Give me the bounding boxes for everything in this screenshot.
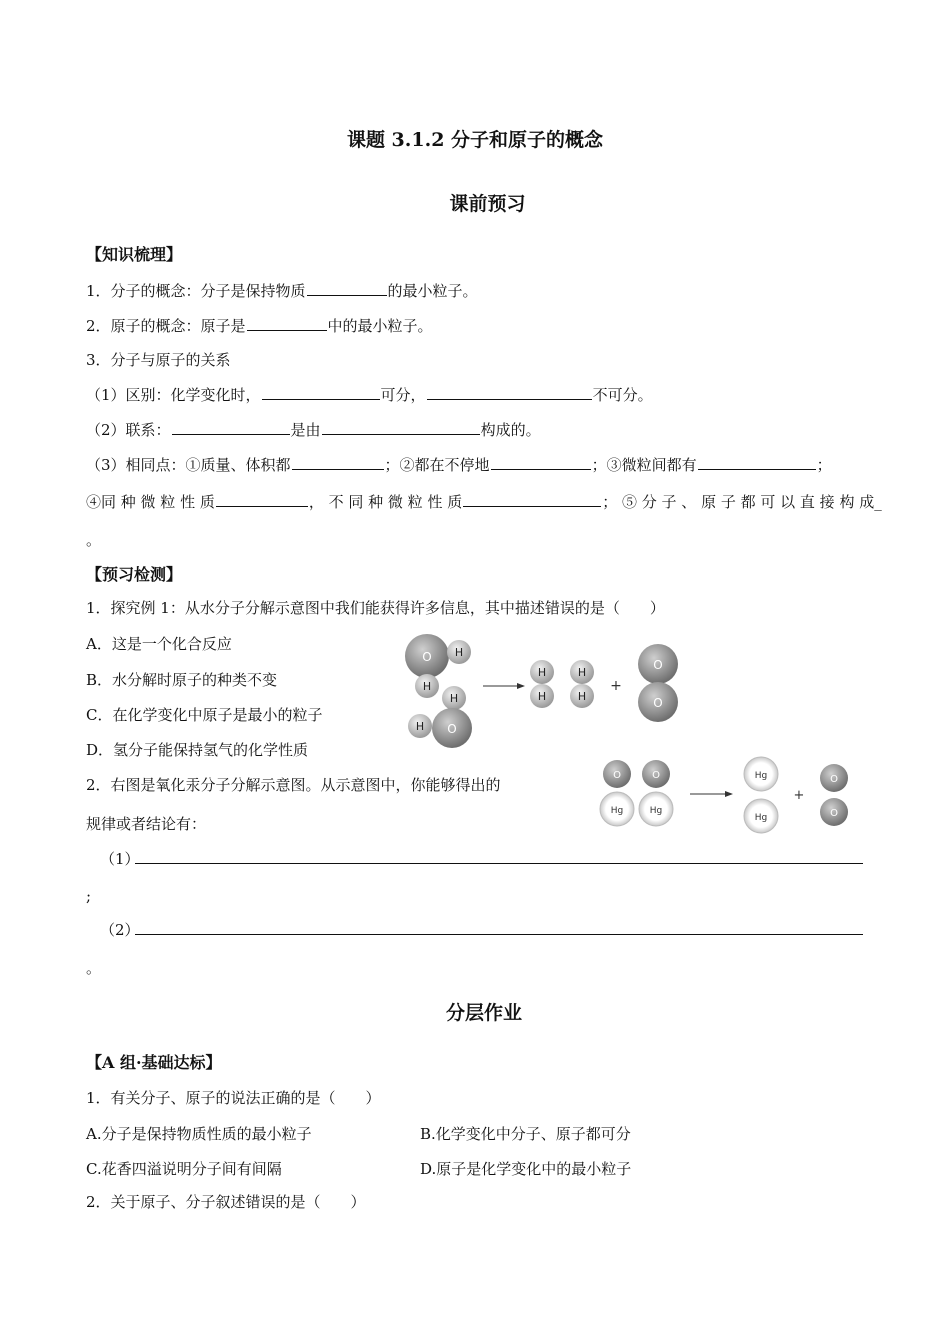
check-q2-line1: 2．右图是氧化汞分子分解示意图。从示意图中，你能够得出的 — [86, 776, 501, 794]
knowledge-q1: 1．分子的概念：分子是保持物质 的最小粒子。 — [86, 282, 478, 300]
mercury-atoms — [744, 757, 778, 833]
svg-text:H: H — [537, 666, 547, 679]
answer-1-label: （1） — [100, 850, 140, 868]
svg-text:H: H — [422, 680, 432, 693]
oxygen-molecule — [820, 764, 848, 826]
svg-text:H: H — [454, 646, 464, 659]
answer-2-label: （2） — [100, 921, 140, 939]
svg-text:H: H — [537, 690, 547, 703]
check-option-d: D．氢分子能保持氢气的化学性质 — [86, 741, 309, 759]
group-a-option-a: A.分子是保持物质性质的最小粒子 — [86, 1125, 312, 1143]
arrow-head-icon — [725, 791, 733, 797]
svg-text:H: H — [577, 666, 587, 679]
svg-text:O: O — [830, 808, 838, 819]
mercury-oxide-decomposition-diagram — [595, 752, 860, 842]
svg-text:H: H — [577, 690, 587, 703]
section-preview-heading: 课前预习 — [449, 193, 526, 215]
water-molecule-1 — [405, 634, 471, 678]
hgo-molecule-1 — [600, 760, 634, 826]
group-a-option-c: C.花香四溢说明分子间有间隔 — [86, 1160, 282, 1178]
hgo-molecule-2 — [639, 760, 673, 826]
hydrogen-molecule-1 — [530, 660, 554, 708]
plus-sign: + — [793, 788, 805, 803]
check-q2-line2: 规律或者结论有： — [86, 815, 207, 833]
answer-2-line[interactable] — [135, 934, 863, 935]
svg-text:Hg: Hg — [754, 771, 768, 781]
check-option-a: A．这是一个化合反应 — [86, 635, 232, 653]
knowledge-q3-1: （1）区别：化学变化时， 可分， 不可分。 — [86, 386, 653, 404]
knowledge-heading: 【知识梳理】 — [86, 245, 183, 264]
knowledge-q3-3: （3）相同点：①质量、体积都 ；②都在不停地 ；③微粒间都有 ； — [86, 456, 832, 474]
water-molecule-1b — [415, 674, 439, 698]
check-option-c: C．在化学变化中原子是最小的粒子 — [86, 706, 323, 724]
svg-text:Hg: Hg — [610, 806, 624, 816]
oxygen-molecule — [638, 644, 678, 722]
answer-2-end: 。 — [86, 959, 102, 977]
knowledge-q2: 2．原子的概念：原子是 中的最小粒子。 — [86, 317, 433, 335]
svg-text:H: H — [449, 692, 459, 705]
page-title: 课题 3.1.2 分子和原子的概念 — [346, 129, 604, 151]
knowledge-q3-5: 。 — [86, 531, 102, 549]
water-decomposition-diagram — [395, 630, 695, 760]
knowledge-q3: 3．分子与原子的关系 — [86, 351, 231, 369]
answer-1-line[interactable] — [135, 863, 863, 864]
hydrogen-molecule-2 — [570, 660, 594, 708]
svg-text:Hg: Hg — [754, 813, 768, 823]
svg-text:O: O — [830, 774, 838, 785]
arrow-head-icon — [517, 683, 525, 689]
knowledge-q3-4: ④同 种 微 粒 性 质 ， 不 同 种 微 粒 性 质 ； ⑤ 分 子 、 原 子 都 可 以 直 接 构 成_ — [86, 493, 882, 511]
svg-text:Hg: Hg — [649, 806, 663, 816]
section-homework-heading: 分层作业 — [445, 1002, 522, 1024]
group-a-q2: 2．关于原子、分子叙述错误的是（ ） — [86, 1193, 366, 1211]
water-molecule-2 — [408, 686, 472, 748]
group-a-option-b: B.化学变化中分子、原子都可分 — [420, 1125, 631, 1143]
svg-text:O: O — [447, 722, 457, 736]
plus-sign: + — [610, 678, 622, 694]
answer-1-end: ; — [86, 887, 92, 905]
svg-text:O: O — [613, 770, 621, 781]
group-a-option-d: D.原子是化学变化中的最小粒子 — [420, 1160, 632, 1178]
check-heading: 【预习检测】 — [86, 565, 183, 584]
check-q1: 1．探究例 1：从水分子分解示意图中我们能获得许多信息，其中描述错误的是（ ） — [86, 599, 665, 617]
svg-text:O: O — [653, 696, 663, 710]
check-option-b: B．水分解时原子的种类不变 — [86, 671, 278, 689]
knowledge-q3-2: （2）联系： 是由 构成的。 — [86, 421, 541, 439]
group-a-heading: 【A 组·基础达标】 — [86, 1053, 222, 1072]
group-a-q1: 1．有关分子、原子的说法正确的是（ ） — [86, 1089, 381, 1107]
svg-text:O: O — [422, 650, 432, 664]
svg-text:O: O — [652, 770, 660, 781]
svg-text:O: O — [653, 658, 663, 672]
svg-text:H: H — [415, 720, 425, 733]
